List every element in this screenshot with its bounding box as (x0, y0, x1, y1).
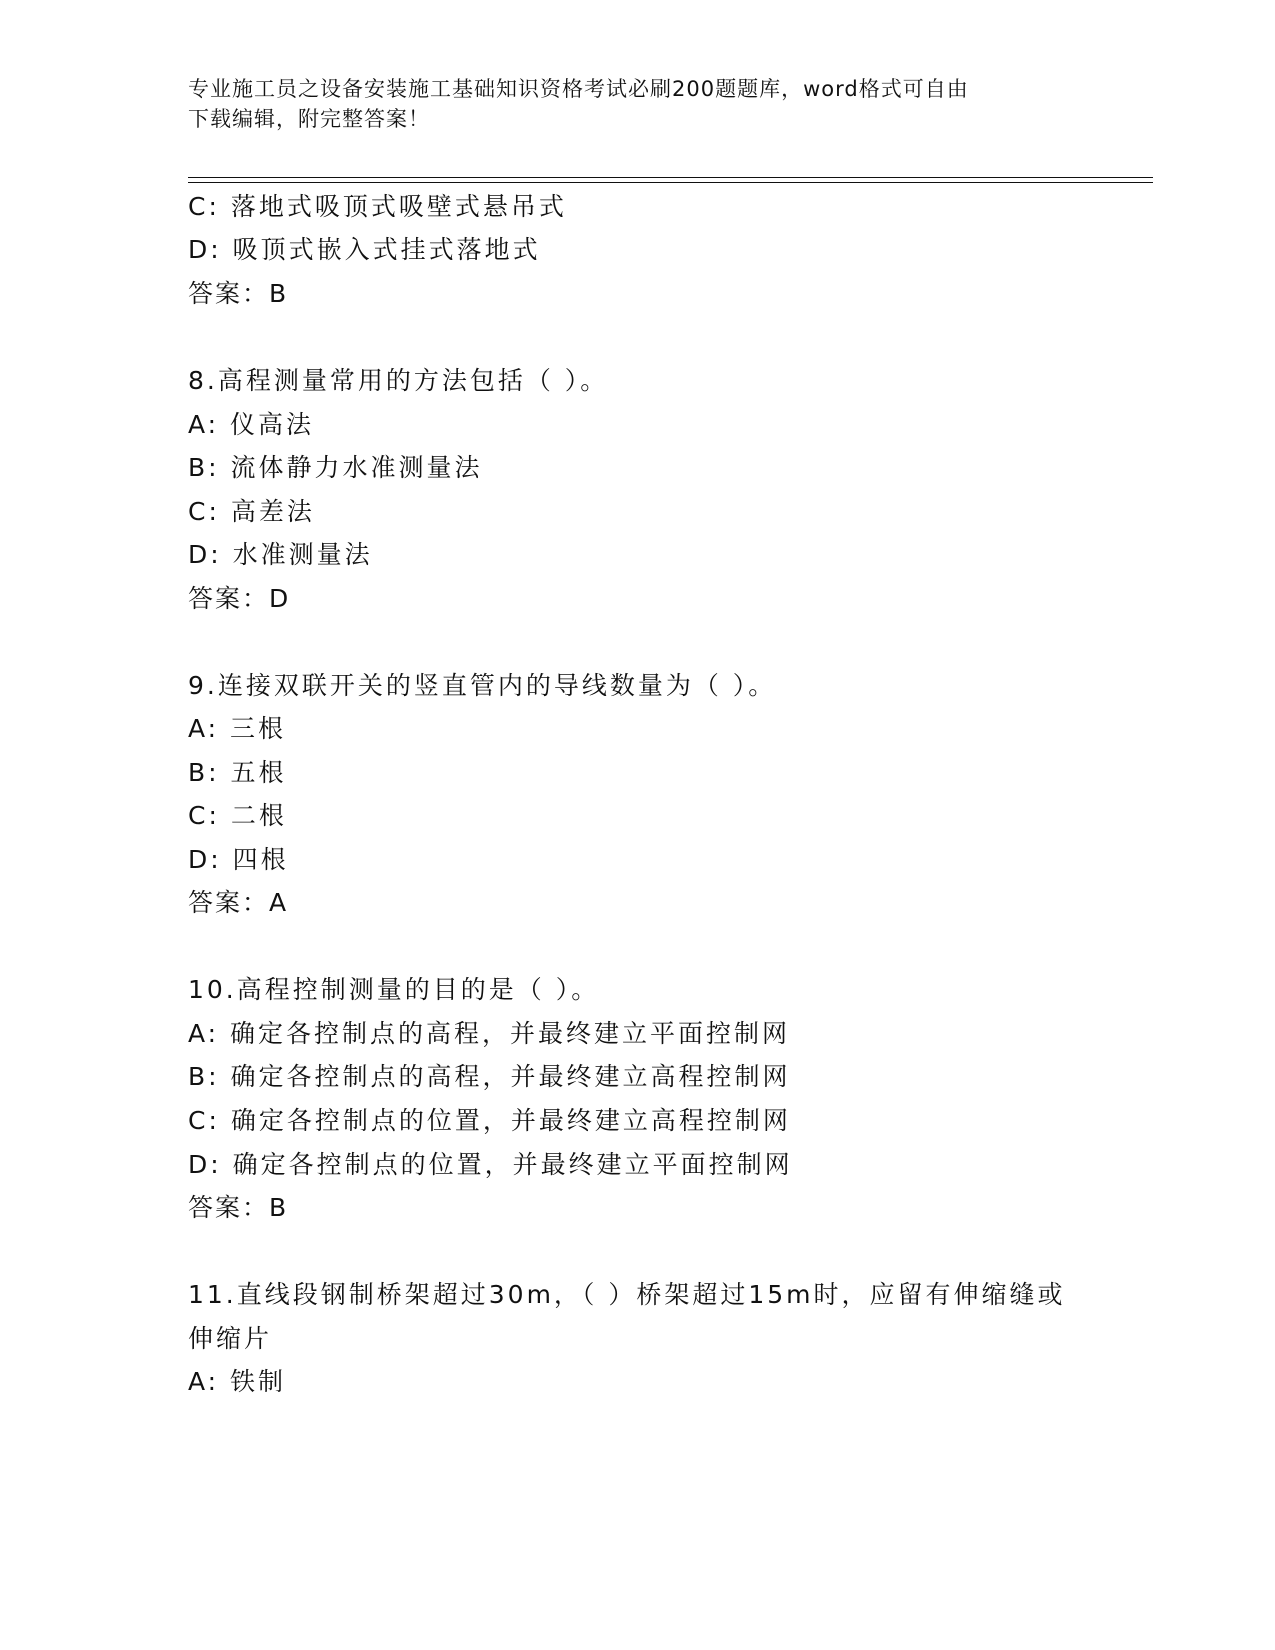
q11-stem-line-2: 伸缩片 (188, 1324, 273, 1353)
header-divider-top (188, 177, 1153, 178)
q9-option-c: C: 二根 (188, 801, 287, 830)
q10-option-c: C: 确定各控制点的位置，并最终建立高程控制网 (188, 1106, 791, 1135)
q10-answer: 答案：B (188, 1193, 289, 1222)
q7-option-c: C: 落地式吸顶式吸壁式悬吊式 (188, 192, 567, 221)
q11-stem-line-1: 11.直线段钢制桥架超过30m，（ ）桥架超过15m时，应留有伸缩缝或 (188, 1280, 1066, 1309)
q8-option-b: B: 流体静力水准测量法 (188, 453, 483, 482)
q7-option-d: D: 吸顶式嵌入式挂式落地式 (188, 235, 541, 264)
q10-option-d: D: 确定各控制点的位置，并最终建立平面控制网 (188, 1150, 793, 1179)
q10-stem: 10.高程控制测量的目的是（ ）。 (188, 975, 600, 1004)
q8-option-a: A: 仪高法 (188, 410, 315, 439)
document-header (188, 74, 1088, 134)
q11-option-a: A: 铁制 (188, 1367, 287, 1396)
q9-option-b: B: 五根 (188, 758, 287, 787)
q9-answer: 答案：A (188, 888, 289, 917)
header-divider-bottom (188, 182, 1153, 183)
q7-answer: 答案：B (188, 279, 289, 308)
q10-option-b: B: 确定各控制点的高程，并最终建立高程控制网 (188, 1062, 791, 1091)
q10-option-a: A: 确定各控制点的高程，并最终建立平面控制网 (188, 1019, 791, 1048)
header-line-1: 专业施工员之设备安装施工基础知识资格考试必刷200题题库，word格式可自由 (188, 77, 969, 101)
q8-option-d: D: 水准测量法 (188, 540, 373, 569)
q8-answer: 答案：D (188, 584, 291, 613)
q9-option-a: A: 三根 (188, 714, 287, 743)
q8-stem: 8.高程测量常用的方法包括（ ）。 (188, 366, 609, 395)
header-line-2: 下载编辑，附完整答案！ (188, 107, 430, 131)
q8-option-c: C: 高差法 (188, 497, 315, 526)
q9-option-d: D: 四根 (188, 845, 289, 874)
q9-stem: 9.连接双联开关的竖直管内的导线数量为（ ）。 (188, 671, 777, 700)
